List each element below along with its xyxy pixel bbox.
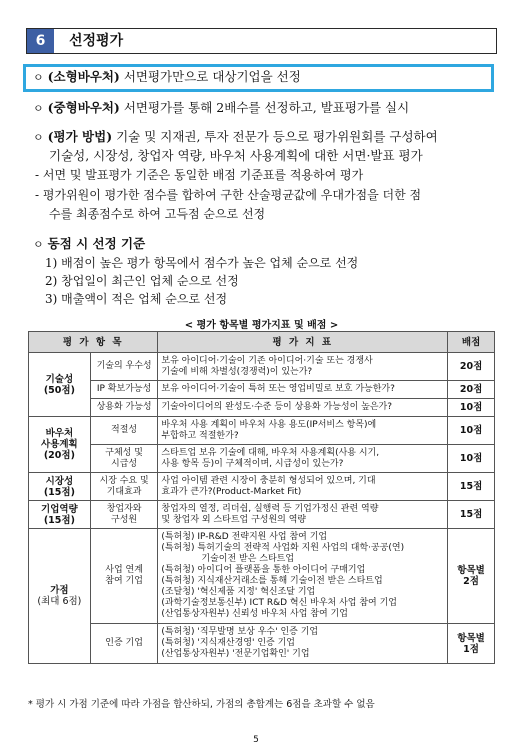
indicator-line: (특허청) 아이디어 플랫폼을 통한 아이디어 구매기업	[161, 565, 366, 575]
indicator-line: 기술아이디어의 완성도·수준 등이 상용화 가능성이 높은가?	[161, 402, 393, 412]
tie-label: 동점 시 선정 기준	[47, 236, 146, 251]
tie-rule-2: 2) 창업일이 최근인 업체 순으로 선정	[45, 274, 239, 288]
bullet-icon: ㅇ	[33, 238, 44, 251]
item-cell	[90, 473, 158, 501]
table-row	[29, 529, 495, 624]
method-dash-2-line2: 수를 최종점수로 하여 고득점 순으로 선정	[49, 207, 266, 221]
indicator-cell	[158, 624, 448, 664]
item-cell: 기술의 우수성	[90, 353, 158, 381]
score-cell: 20점	[448, 381, 495, 399]
indicator-line: 기술이전 받은 스타트업	[201, 554, 295, 564]
category-points: (50점)	[43, 384, 75, 396]
category-name: 기술성	[45, 373, 74, 385]
section-number: 6	[27, 29, 54, 53]
score-cell: 10점	[448, 399, 495, 417]
method-label: (평가 방법)	[47, 129, 113, 144]
table-row	[29, 624, 495, 664]
indicator-cell	[158, 529, 448, 624]
header-item: 평 가 항 목	[29, 332, 158, 353]
table-row	[29, 501, 495, 529]
table-caption: < 평가 항목별 평가지표 및 배점 >	[184, 320, 339, 331]
item-cell: 적절성	[90, 417, 158, 445]
category-name: 기업역량	[41, 503, 78, 515]
method-dash-2-line1: - 평가위원이 평가한 점수를 합하여 구한 산술평균값에 우대가점을 더한 점	[35, 188, 422, 202]
evaluation-table	[28, 331, 495, 664]
score-cell: 10점	[448, 417, 495, 445]
score-cell: 15점	[448, 473, 495, 501]
item-cell: 상용화 가능성	[90, 399, 158, 417]
indicator-line: 보유 아이디어·기술이 특허 또는 영업비밀로 보호 가능한가?	[161, 384, 395, 394]
category-points: (15점)	[43, 514, 75, 526]
tie-rule-1: 1) 배점이 높은 평가 항목에서 점수가 높은 업체 순으로 선정	[45, 256, 359, 270]
indicator-line: 효과가 큰가?(Product-Market Fit)	[161, 486, 302, 497]
item-line: 기대효과	[106, 486, 142, 497]
indicator-cell	[158, 445, 448, 473]
table-row	[29, 473, 495, 501]
table-row	[29, 381, 495, 399]
item-line: 참여 기업	[105, 576, 143, 586]
score-line: 1점	[463, 643, 479, 655]
indicator-line: (특허청) IP-R&D 전략지원 사업 참여 기업	[161, 532, 328, 542]
category-points: (15점)	[43, 486, 75, 498]
indicator-line: 사용 항목 등)이 구체적이며, 시급성이 있는가?	[161, 458, 344, 469]
method-text-line1: 기술 및 지재권, 투자 전문가 등으로 평가위원회를 구성하여	[112, 129, 438, 144]
score-cell: 15점	[448, 501, 495, 529]
item-line: 시장 수요 및	[99, 475, 149, 486]
category-name: 시장성	[45, 475, 74, 487]
item-cell: IP 확보가능성	[90, 381, 158, 399]
medium-voucher-label: (중형바우처)	[47, 100, 120, 115]
indicator-cell	[158, 501, 448, 529]
table-row	[29, 445, 495, 473]
category-points: (20점)	[43, 450, 75, 461]
item-cell	[90, 445, 158, 473]
bullet-icon: ㅇ	[33, 71, 44, 84]
score-line: 항목별	[457, 565, 485, 576]
tie-rule-3: 3) 매출액이 적은 업체 순으로 선정	[45, 292, 228, 306]
indicator-line: (과학기술정보통신부) ICT R&D 혁신 바우처 사업 참여 기업	[161, 598, 397, 608]
indicator-line: (특허청) 지식재산거래소를 통해 기술이전 받은 스타트업	[161, 576, 383, 586]
header-score: 배점	[448, 332, 495, 353]
method-dash-1: - 서면 및 발표평가 기준은 동일한 배점 기준표를 적용하여 평가	[35, 168, 364, 182]
category-points: (최대 6점)	[37, 596, 82, 607]
score-cell	[448, 529, 495, 624]
item-line: 창업자와	[106, 503, 142, 514]
item-line: 구체성 및	[105, 447, 143, 458]
table-row	[29, 399, 495, 417]
score-cell	[448, 624, 495, 664]
item-line: 시급성	[111, 458, 138, 469]
category-name: 가점	[50, 585, 69, 596]
indicator-line: (특허청) '지식재산경영' 인증 기업	[161, 638, 295, 648]
indicator-line: (산업통상자원부) 신뢰성 바우처 사업 참여 기업	[161, 609, 348, 619]
footnote: * 평가 시 가점 기준에 따라 가점을 합산하되, 가점의 총합계는 6점을 초과할 수 없음	[28, 699, 375, 710]
indicator-line: 기술에 비해 차별성(경쟁력)이 있는가?	[161, 366, 313, 377]
score-cell: 10점	[448, 445, 495, 473]
item-cell	[90, 529, 158, 624]
paragraph-tie	[33, 234, 145, 254]
indicator-line: (조달청) '혁신제품 지정' 혁신조달 기업	[161, 587, 316, 597]
score-line: 항목별	[457, 632, 485, 644]
indicator-line: 및 창업자 외 스타트업 구성원의 역량	[161, 514, 307, 525]
paragraph-medium-voucher	[33, 98, 409, 118]
small-voucher-label: (소형바우처)	[47, 69, 120, 84]
paragraph-method	[33, 127, 438, 147]
category-tech	[29, 353, 91, 417]
score-cell: 20점	[448, 353, 495, 381]
indicator-cell	[158, 473, 448, 501]
header-indicator: 평 가 지 표	[158, 332, 448, 353]
indicator-line: (산업통상자원부) '전문기업확인' 기업	[161, 649, 310, 659]
item-cell: 인증 기업	[90, 624, 158, 664]
item-cell	[90, 501, 158, 529]
category-bonus	[29, 529, 91, 664]
method-text-line2: 기술성, 시장성, 창업자 역량, 바우처 사용계획에 대한 서면·발표 평가	[49, 148, 423, 163]
table-row	[29, 353, 495, 381]
category-voucher	[29, 417, 91, 473]
indicator-line: (특허청) '직무발명 보상 우수' 인증 기업	[161, 627, 319, 637]
page-number: 5	[253, 735, 259, 745]
indicator-cell	[158, 353, 448, 381]
table-header-row	[29, 332, 495, 353]
indicator-line: 사업 아이템 관련 시장이 충분히 형성되어 있으며, 기대	[161, 475, 376, 486]
item-line: 구성원	[111, 514, 138, 525]
category-founder	[29, 501, 91, 529]
bullet-icon: ㅇ	[33, 102, 44, 115]
indicator-line: 부합하고 적절한가?	[161, 430, 239, 441]
indicator-line: 스타트업 보유 기술에 대해, 바우처 사용계획(사용 시기,	[161, 447, 380, 458]
indicator-line: 바우처 사용 계획이 바우처 사용 용도(IP서비스 항목)에	[161, 419, 377, 430]
small-voucher-text: 서면평가만으로 대상기업을 선정	[119, 69, 301, 84]
score-line: 2점	[463, 576, 479, 587]
section-header	[26, 28, 497, 54]
bullet-icon: ㅇ	[33, 131, 44, 144]
section-title: 선정평가	[69, 33, 124, 49]
indicator-cell	[158, 381, 448, 399]
indicator-line: 창업자의 열정, 리더쉽, 실행력 등 기업가정신 관련 역량	[161, 503, 379, 514]
medium-voucher-text: 서면평가를 통해 2배수를 선정하고, 발표평가를 실시	[119, 100, 410, 115]
category-name: 바우처	[45, 428, 74, 439]
category-name: 사용계획	[41, 439, 78, 450]
item-line: 사업 연계	[105, 565, 143, 575]
indicator-line: (특허청) 특허기술의 전략적 사업화 지원 사업의 대학·공공(연)	[161, 543, 405, 553]
indicator-cell	[158, 399, 448, 417]
category-market	[29, 473, 91, 501]
table-row	[29, 417, 495, 445]
paragraph-small-voucher	[33, 67, 301, 87]
indicator-line: 보유 아이디어·기술이 기존 아이디어·기술 또는 경쟁사	[161, 355, 373, 366]
indicator-cell	[158, 417, 448, 445]
